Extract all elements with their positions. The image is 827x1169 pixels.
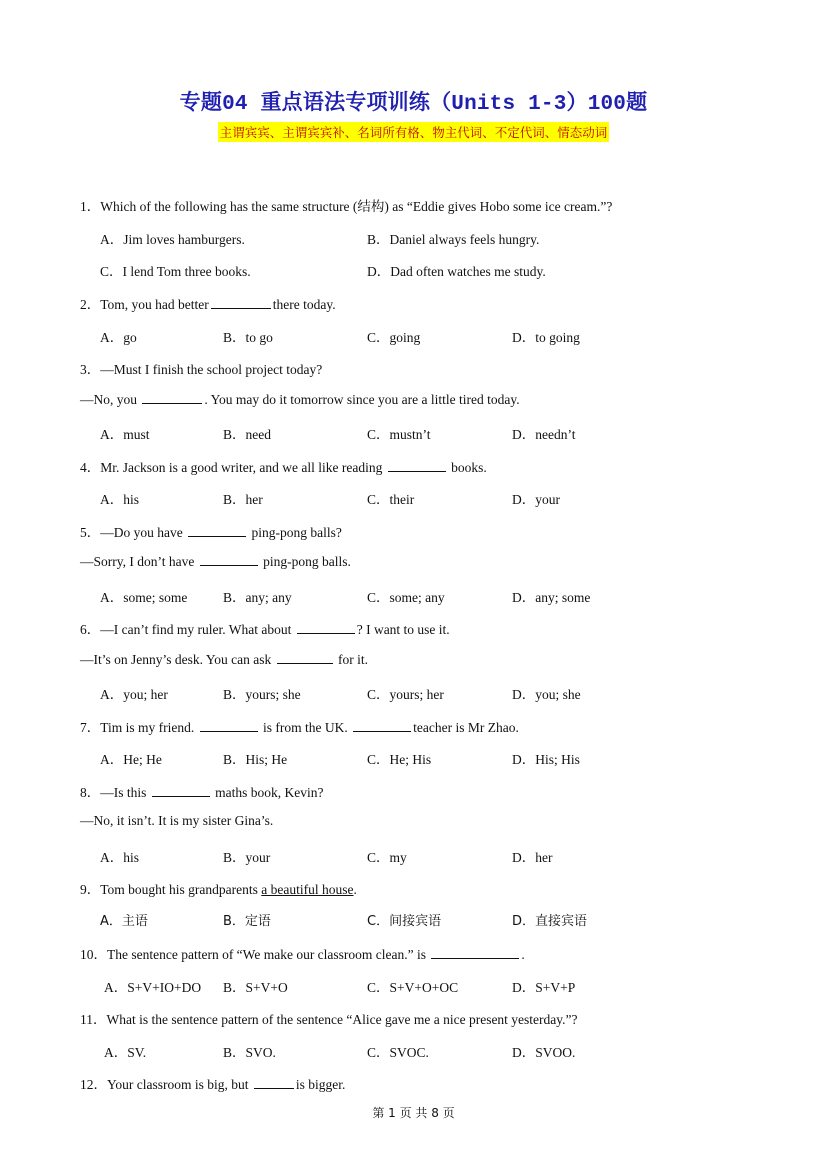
question-6: 6．—I can’t find my ruler. What about ? I want to use it.	[80, 622, 450, 637]
q3-option-d: D．needn’t	[512, 427, 576, 442]
q7-option-a: A．He; He	[100, 752, 162, 767]
q5-option-d: D．any; some	[512, 590, 591, 605]
q6-option-b: B．yours; she	[223, 687, 301, 702]
q9-option-d: D．直接宾语	[512, 914, 588, 929]
q10-option-d: D．S+V+P	[512, 980, 576, 995]
q5-option-b: B．any; any	[223, 590, 292, 605]
q10-option-b: B．S+V+O	[223, 980, 288, 995]
q8-option-c: C．my	[367, 850, 407, 865]
answer-blank	[152, 784, 210, 797]
q4-option-c: C．their	[367, 492, 415, 507]
subtitle-highlight: 主谓宾宾、主谓宾宾补、名词所有格、物主代词、不定代词、情态动词	[218, 122, 610, 142]
q1-option-d: D．Dad often watches me study.	[367, 264, 546, 279]
question-9: 9．Tom bought his grandparents a beautiful house.	[80, 882, 357, 897]
q11-option-c: C．SVOC.	[367, 1045, 429, 1060]
answer-blank	[200, 719, 258, 732]
q4-option-d: D．your	[512, 492, 560, 507]
q3-option-a: A．must	[100, 427, 150, 442]
q3-option-c: C．mustn’t	[367, 427, 431, 442]
q8-option-b: B．your	[223, 850, 271, 865]
answer-blank	[142, 391, 202, 404]
question-3-response: —No, you . You may do it tomorrow since you are a little tired today.	[80, 392, 520, 407]
question-8-response: —No, it isn’t. It is my sister Gina’s.	[80, 813, 274, 828]
question-1: 1．Which of the following has the same structure (结构) as “Eddie gives Hobo some ice cream.”?	[80, 199, 613, 214]
page-number: 第 1 页 共 8 页	[372, 1106, 455, 1120]
answer-blank	[211, 296, 271, 309]
q4-option-a: A．his	[100, 492, 140, 507]
question-5-response: —Sorry, I don’t have ping-pong balls.	[80, 554, 351, 569]
q1-option-a: A．Jim loves hamburgers.	[100, 232, 245, 247]
q9-option-c: C．间接宾语	[367, 914, 442, 929]
q9-option-a: A．主语	[100, 914, 148, 929]
q11-option-d: D．SVOO.	[512, 1045, 576, 1060]
q7-option-b: B．His; He	[223, 752, 288, 767]
question-5: 5．—Do you have ping-pong balls?	[80, 525, 342, 540]
question-11: 11．What is the sentence pattern of the sentence “Alice gave me a nice present yesterday.”?	[80, 1012, 578, 1027]
subtitle-wrap	[0, 122, 827, 142]
question-12: 12．Your classroom is big, but is bigger.	[80, 1077, 346, 1092]
question-8: 8．—Is this maths book, Kevin?	[80, 785, 324, 800]
q3-option-b: B．need	[223, 427, 271, 442]
q6-option-a: A．you; her	[100, 687, 168, 702]
q4-option-b: B．her	[223, 492, 263, 507]
q5-option-c: C．some; any	[367, 590, 445, 605]
answer-blank	[297, 621, 355, 634]
q7-option-c: C．He; His	[367, 752, 432, 767]
answer-blank	[254, 1076, 294, 1089]
question-7: 7．Tim is my friend. is from the UK. teacher is Mr Zhao.	[80, 720, 519, 735]
q10-option-c: C．S+V+O+OC	[367, 980, 459, 995]
answer-blank	[431, 946, 519, 959]
answer-blank	[388, 459, 446, 472]
q7-option-d: D．His; His	[512, 752, 580, 767]
underlined-phrase: a beautiful house	[261, 882, 354, 897]
q6-option-d: D．you; she	[512, 687, 581, 702]
q2-option-c: C．going	[367, 330, 421, 345]
q10-option-a: A．S+V+IO+DO	[104, 980, 202, 995]
answer-blank	[353, 719, 411, 732]
page-title: 专题04 重点语法专项训练（Units 1-3）100题	[179, 93, 648, 116]
q5-option-a: A．some; some	[100, 590, 188, 605]
question-10: 10．The sentence pattern of “We make our classroom clean.” is .	[80, 947, 525, 962]
question-3: 3．—Must I finish the school project today?	[80, 362, 323, 377]
q8-option-a: A．his	[100, 850, 140, 865]
q11-option-a: A．SV.	[104, 1045, 147, 1060]
question-6-response: —It’s on Jenny’s desk. You can ask for it.	[80, 652, 368, 667]
q1-option-c: C．I lend Tom three books.	[100, 264, 251, 279]
answer-blank	[277, 651, 333, 664]
question-4: 4．Mr. Jackson is a good writer, and we all like reading books.	[80, 460, 487, 475]
q2-option-b: B．to go	[223, 330, 273, 345]
q8-option-d: D．her	[512, 850, 553, 865]
question-2: 2．Tom, you had better there today.	[80, 297, 336, 312]
q11-option-b: B．SVO.	[223, 1045, 276, 1060]
q6-option-c: C．yours; her	[367, 687, 444, 702]
q2-option-a: A．go	[100, 330, 137, 345]
answer-blank	[200, 553, 258, 566]
answer-blank	[188, 524, 246, 537]
q9-option-b: B．定语	[223, 914, 271, 929]
q2-option-d: D．to going	[512, 330, 580, 345]
q1-option-b: B．Daniel always feels hungry.	[367, 232, 540, 247]
